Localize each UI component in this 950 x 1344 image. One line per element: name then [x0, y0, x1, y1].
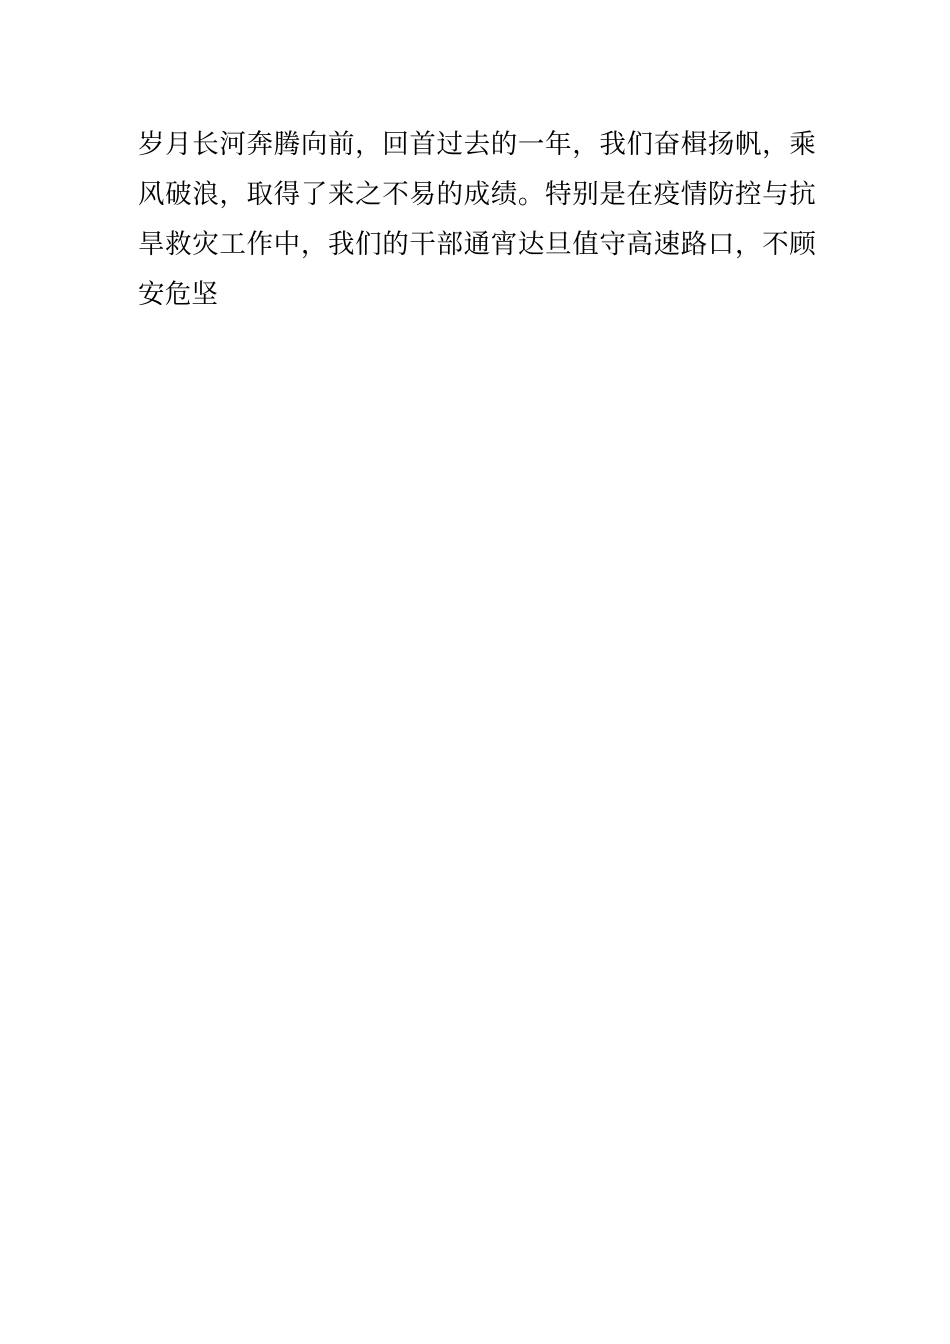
paragraph-1: 岁月长河奔腾向前，回首过去的一年，我们奋楫扬帆，乘风破浪，取得了来之不易的成绩。特别是在疫情防控与抗旱救灾工作中，我们的干部通宵达旦值守高速路口，不顾安危坚: [138, 129, 816, 310]
document-body: [138, 120, 816, 320]
